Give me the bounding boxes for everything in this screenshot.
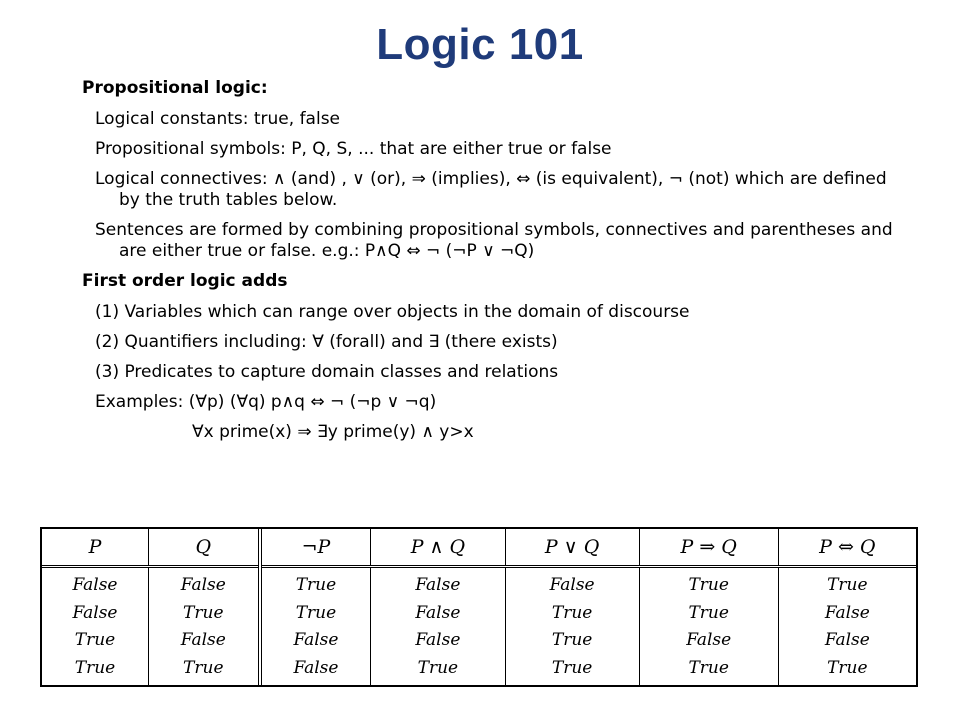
- list-item: Propositional symbols: P, Q, S, ... that are either true or false: [95, 139, 612, 159]
- table-cell: False: [293, 657, 339, 678]
- table-cell: True: [295, 575, 337, 596]
- column-header: P ∨ Q: [505, 529, 639, 567]
- table-cell: True: [688, 575, 729, 596]
- table-cell: False: [549, 575, 595, 596]
- table-column: [639, 567, 778, 686]
- list-item: Examples: (∀p) (∀q) p∧q ⇔ ¬ (¬p ∨ ¬q): [95, 392, 437, 412]
- table-cell: True: [183, 657, 224, 678]
- table-cell: True: [74, 657, 116, 678]
- table-cell: True: [688, 657, 729, 678]
- table-cell: False: [293, 630, 339, 651]
- table-column: [260, 567, 371, 686]
- table-cell: True: [295, 602, 337, 623]
- table-cell: True: [74, 630, 116, 651]
- list-item: Logical constants: true, false: [95, 109, 341, 129]
- slide-title: Logic 101: [376, 20, 584, 69]
- truth-table: [40, 527, 918, 687]
- column-header: ¬P: [260, 529, 371, 567]
- list-item: (3) Predicates to capture domain classes and relations: [95, 362, 559, 382]
- column-header: Q: [148, 529, 259, 567]
- column-header: P ⇒ Q: [639, 529, 778, 567]
- table-cell: False: [415, 630, 461, 651]
- table-column: [371, 567, 505, 686]
- table-cell: False: [824, 602, 870, 623]
- table-column: [148, 567, 259, 686]
- slide-body: [82, 78, 902, 452]
- table-cell: True: [551, 657, 593, 678]
- column-header: P ∧ Q: [371, 529, 505, 567]
- propositional-heading: Propositional logic:: [82, 78, 268, 98]
- table-cell: False: [72, 602, 118, 623]
- table-cell: False: [72, 575, 118, 596]
- column-header: P: [42, 529, 148, 567]
- table-column: [42, 567, 148, 686]
- table-cell: True: [417, 657, 459, 678]
- list-item: Sentences are formed by combining propositional symbols, connectives and parentheses and are either true or false. e.g.: P∧Q ⇔ ¬ (¬P ∨ ¬Q): [95, 220, 893, 261]
- table-cell: False: [415, 575, 461, 596]
- table-cell: False: [824, 630, 870, 651]
- list-item: (1) Variables which can range over objects in the domain of discourse: [95, 302, 690, 322]
- table-cell: True: [551, 630, 593, 651]
- table-cell: True: [688, 602, 729, 623]
- table-column: [505, 567, 639, 686]
- table-cell: False: [686, 630, 732, 651]
- table-cell: False: [415, 602, 461, 623]
- column-header: P ⇔ Q: [778, 529, 916, 567]
- table-cell: True: [827, 575, 868, 596]
- table-cell: True: [827, 657, 868, 678]
- table-cell: False: [180, 630, 226, 651]
- table-cell: False: [180, 575, 226, 596]
- table-column: [778, 567, 916, 686]
- example-line: ∀x prime(x) ⇒ ∃y prime(y) ∧ y>x: [192, 422, 474, 442]
- table-cell: True: [183, 602, 224, 623]
- first-order-heading: First order logic adds: [82, 271, 288, 291]
- list-item: (2) Quantifiers including: ∀ (forall) and ∃ (there exists): [95, 332, 558, 352]
- table-cell: True: [551, 602, 593, 623]
- list-item: Logical connectives: ∧ (and) , ∨ (or), ⇒ (implies), ⇔ (is equivalent), ¬ (not) which are defined by the truth tables below.: [95, 169, 887, 210]
